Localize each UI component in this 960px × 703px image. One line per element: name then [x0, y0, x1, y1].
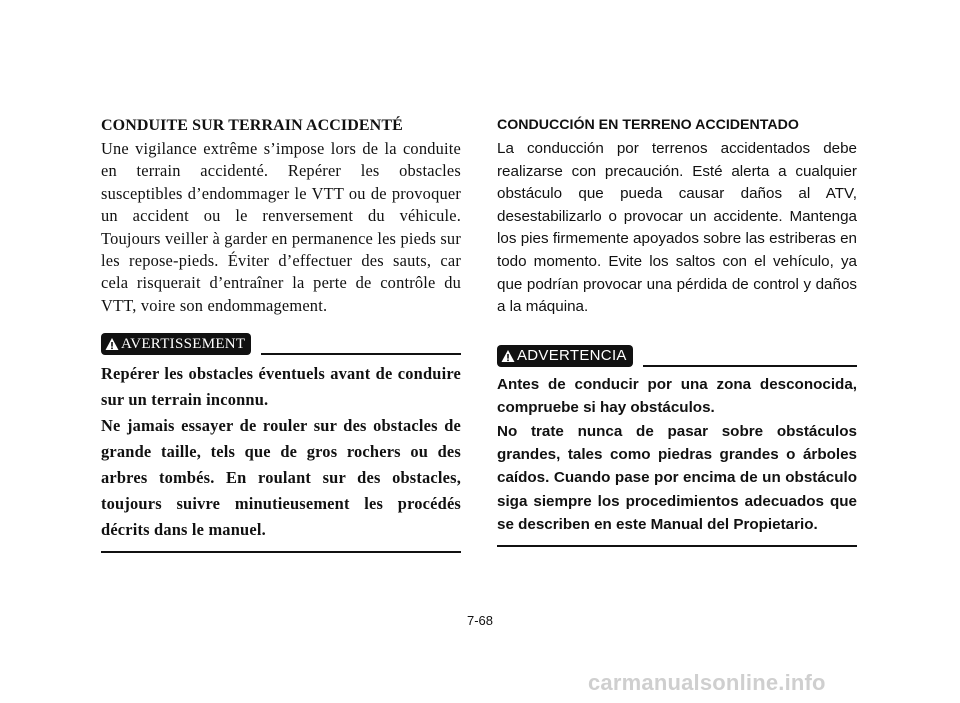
warning-triangle-icon: [105, 337, 119, 351]
watermark: carmanualsonline.info: [588, 670, 826, 695]
spanish-warning-badge: [497, 345, 633, 367]
spanish-column: [497, 116, 857, 547]
spanish-warning-text-2: No trate nunca de pasar sobre obstáculos grandes, tales como piedras grandes o árboles caídos. Cuando pase por encima de un obstáculo siga siempre los procedimientos adecuados que se describen en este Manual del Propietario.: [497, 422, 857, 534]
spanish-warning-header: [497, 343, 857, 367]
french-warning-header: [101, 331, 461, 355]
french-heading: CONDUITE SUR TERRAIN ACCIDENTÉ: [101, 117, 403, 134]
french-warning-text-2: Ne jamais essayer de rouler sur des obstacles de grande taille, tels que de gros rochers ou des arbres tombés. En roulant sur des obstacles, toujours suivre minutieusement les procédés décrits dans le manuel.: [101, 416, 461, 540]
spanish-paragraph: La conducción por terrenos accidentados debe realizarse con precaución. Esté alerta a cualquier obstáculo que pueda causar daños al ATV, desestabilizarlo o provocar un accidente. Mantenga los pies firmemente apoyados sobre las estriberas en todo momento. Evite los saltos con el vehículo, ya que podrían provocar una pérdida de control y daños a la máquina.: [497, 140, 857, 316]
french-warning-end-rule: [101, 551, 461, 553]
spanish-warning-label: ADVERTENCIA: [517, 347, 627, 365]
french-warning-label: AVERTISSEMENT: [121, 335, 246, 352]
spanish-warning-text-1: Antes de conducir por una zona desconocida, compruebe si hay obstáculos.: [497, 375, 857, 417]
spanish-heading: CONDUCCIÓN EN TERRENO ACCIDENTADO: [497, 117, 799, 133]
spanish-warning-rule: [643, 365, 857, 367]
french-warning-text-1: Repérer les obstacles éventuels avant de conduire sur un terrain inconnu.: [101, 364, 461, 410]
warning-triangle-icon: [501, 349, 515, 363]
french-warning-rule: [261, 353, 461, 355]
french-warning-badge: [101, 333, 251, 355]
page-number: 7-68: [466, 613, 494, 628]
french-column: [101, 116, 461, 553]
spanish-warning-end-rule: [497, 545, 857, 547]
french-paragraph: Une vigilance extrême s’impose lors de la conduite en terrain accidenté. Repérer les obstacles susceptibles d’endommager le VTT ou de provoquer un accident ou le renversement du véhicule. Toujours veiller à garder en permanence les pieds sur les repose-pieds. Éviter d’effectuer des sauts, car cela risquerait d’entraîner la perte de contrôle du VTT, voire son endommagement.: [101, 139, 461, 315]
